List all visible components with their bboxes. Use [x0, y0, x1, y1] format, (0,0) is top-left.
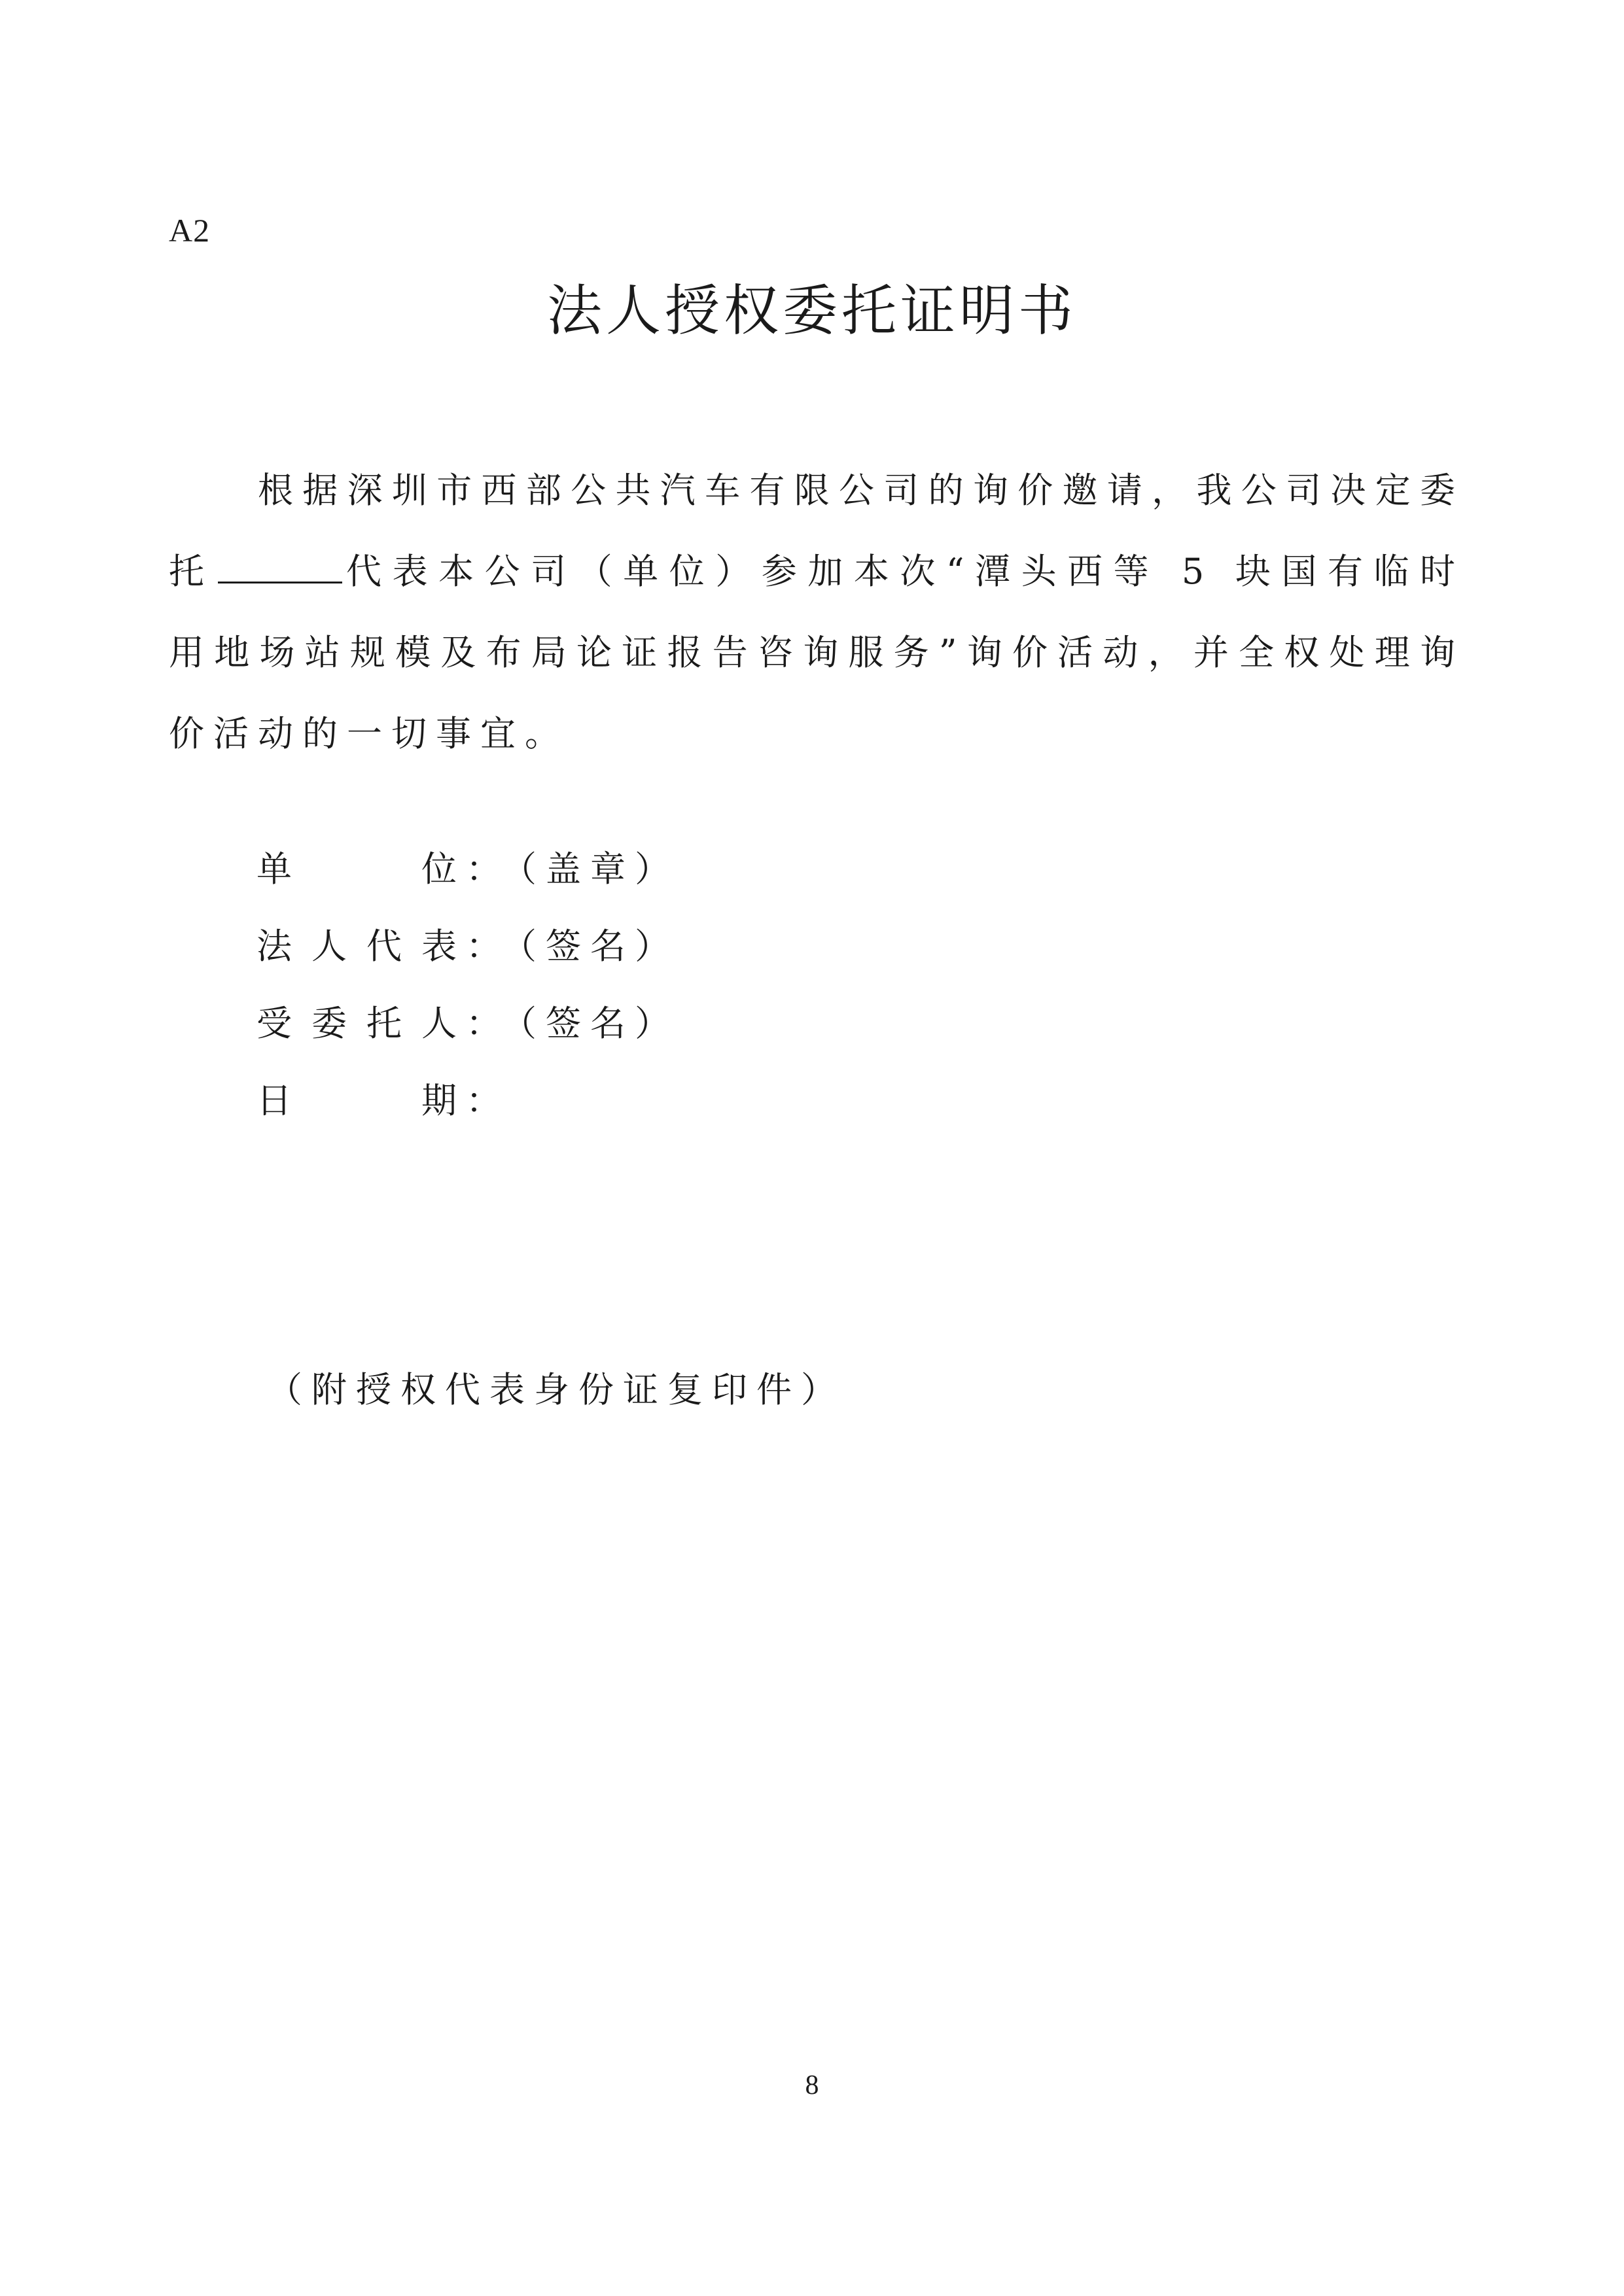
- field-value: （签名）: [501, 926, 679, 967]
- field-colon: ：: [466, 848, 510, 890]
- field-colon: ：: [466, 1080, 510, 1121]
- document-code: A2: [169, 212, 211, 249]
- field-date: [256, 1062, 679, 1139]
- page-number: 8: [805, 2070, 819, 2100]
- paragraph-text-part2: 代表本公司（单位）参加本次“潭头西等 5 块国有临时用地场站规模及布局论证报告咨询服务”询价活动，并全权处理询价活动的一切事宜。: [169, 551, 1464, 754]
- field-unit: [256, 831, 679, 908]
- document-title: 法人授权委托证明书: [546, 279, 1077, 343]
- field-value: （盖章）: [501, 848, 679, 890]
- paragraph-text-part1: 根据深圳市西部公共汽车有限公司的询价邀请，我公司决定委托: [169, 470, 1464, 592]
- field-label: 日期: [256, 1080, 466, 1121]
- authorization-paragraph: [169, 450, 1464, 774]
- field-authorized-person: [256, 985, 679, 1062]
- field-colon: ：: [466, 1003, 510, 1044]
- field-label: 单位: [256, 848, 466, 890]
- field-legal-representative: [256, 908, 679, 985]
- field-colon: ：: [466, 926, 510, 967]
- signature-fields: [256, 831, 679, 1139]
- attachment-note: （附授权代表身份证复印件）: [267, 1369, 845, 1410]
- field-value: （签名）: [501, 1003, 679, 1044]
- field-label: 法人代表: [256, 926, 466, 967]
- representative-name-blank: [218, 548, 342, 583]
- field-label: 受委托人: [256, 1003, 466, 1044]
